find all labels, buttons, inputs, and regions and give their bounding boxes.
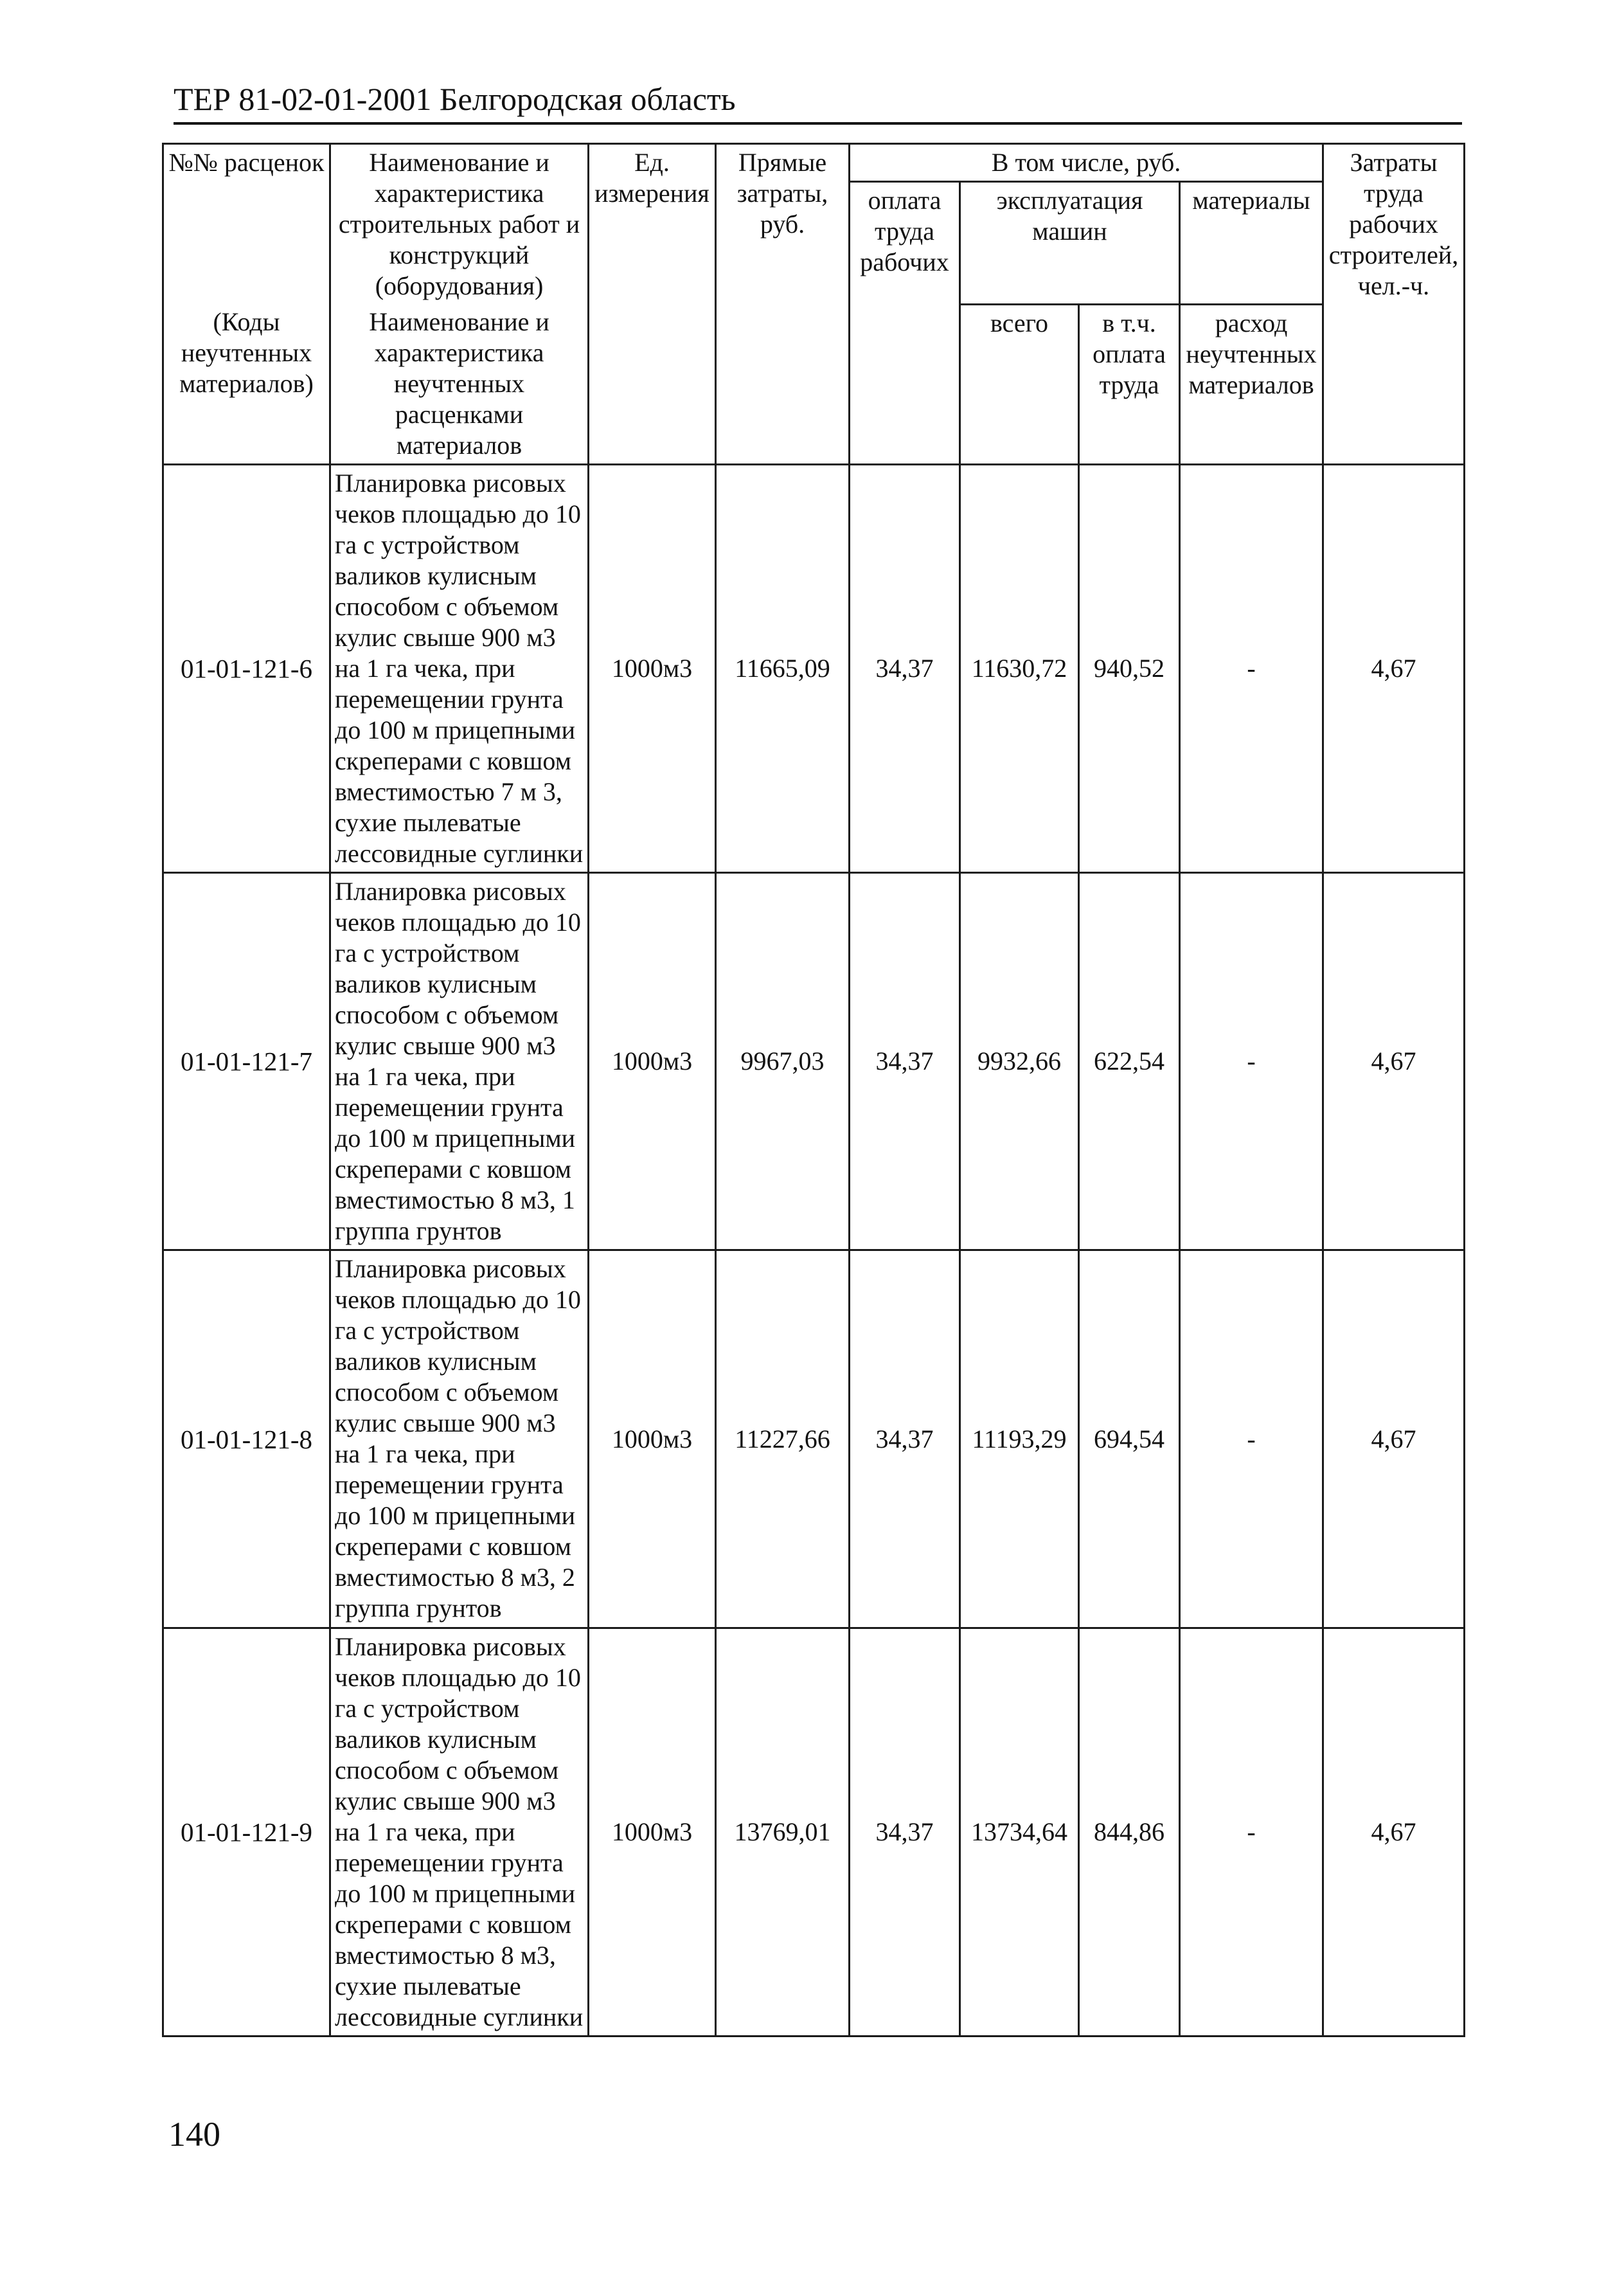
- labor-costs: 4,67: [1323, 465, 1465, 873]
- work-description: Планировка рисовых чеков площадью до 10 га с устройством валиков кулисным способом с объемом кулис свыше 900 м3 на 1 га чека, при перемещении грунта до 100 м прицепными скреперами с ковшом вместимостью 8 м3, 1 группа грунтов: [330, 873, 589, 1250]
- header-name-materials: Наименование и характеристика неучтенных расценками материалов: [330, 304, 589, 465]
- labor-pay: 34,37: [850, 1250, 960, 1628]
- header-machines-labor: в т.ч. оплата труда: [1079, 304, 1180, 465]
- page-number: 140: [168, 2115, 220, 2154]
- machines-total: 9932,66: [960, 873, 1079, 1250]
- rate-code: 01-01-121-8: [163, 1250, 330, 1628]
- header-direct-costs: Прямые затраты, руб.: [716, 144, 850, 465]
- labor-costs: 4,67: [1323, 873, 1465, 1250]
- rate-code: 01-01-121-6: [163, 465, 330, 873]
- labor-pay: 34,37: [850, 873, 960, 1250]
- table-row: [163, 1250, 1465, 1628]
- rates-table: [162, 143, 1465, 2037]
- unit: 1000м3: [589, 1250, 716, 1628]
- header-labor-pay: оплата труда рабочих: [850, 182, 960, 465]
- machines-total: 13734,64: [960, 1628, 1079, 2037]
- header-machines: эксплуатация машин: [960, 182, 1180, 305]
- labor-pay: 34,37: [850, 465, 960, 873]
- direct-costs: 13769,01: [716, 1628, 850, 2037]
- labor-pay: 34,37: [850, 1628, 960, 2037]
- header-code-materials: (Коды неучтенных материалов): [163, 304, 330, 465]
- machines-total: 11630,72: [960, 465, 1079, 873]
- header-name: Наименование и характеристика строительных работ и конструкций (оборудования): [330, 144, 589, 305]
- rate-code: 01-01-121-7: [163, 873, 330, 1250]
- direct-costs: 11665,09: [716, 465, 850, 873]
- unit: 1000м3: [589, 873, 716, 1250]
- header-labor-costs: Затраты труда рабочих строителей, чел.-ч.: [1323, 144, 1465, 465]
- materials: -: [1180, 465, 1323, 873]
- machines-labor: 844,86: [1079, 1628, 1180, 2037]
- table-row: [163, 873, 1465, 1250]
- materials: -: [1180, 873, 1323, 1250]
- page-header: [174, 76, 1462, 125]
- machines-labor: 694,54: [1079, 1250, 1180, 1628]
- work-description: Планировка рисовых чеков площадью до 10 га с устройством валиков кулисным способом с объемом кулис свыше 900 м3 на 1 га чека, при перемещении грунта до 100 м прицепными скреперами с ковшом вместимостью 7 м 3, сухие пылеватые лессовидные суглинки: [330, 465, 589, 873]
- work-description: Планировка рисовых чеков площадью до 10 га с устройством валиков кулисным способом с объемом кулис свыше 900 м3 на 1 га чека, при перемещении грунта до 100 м прицепными скреперами с ковшом вместимостью 8 м3, 2 группа грунтов: [330, 1250, 589, 1628]
- direct-costs: 11227,66: [716, 1250, 850, 1628]
- header-code: №№ расценок: [163, 144, 330, 305]
- header-machines-total: всего: [960, 304, 1079, 465]
- header-unit: Ед. измерения: [589, 144, 716, 465]
- materials: -: [1180, 1250, 1323, 1628]
- labor-costs: 4,67: [1323, 1250, 1465, 1628]
- rate-code: 01-01-121-9: [163, 1628, 330, 2037]
- header-materials-consumption: расход неучтенных материалов: [1180, 304, 1323, 465]
- table-row: [163, 465, 1465, 873]
- table-row: [163, 1628, 1465, 2037]
- machines-total: 11193,29: [960, 1250, 1079, 1628]
- unit: 1000м3: [589, 465, 716, 873]
- machines-labor: 622,54: [1079, 873, 1180, 1250]
- header-materials: материалы: [1180, 182, 1323, 305]
- labor-costs: 4,67: [1323, 1628, 1465, 2037]
- machines-labor: 940,52: [1079, 465, 1180, 873]
- materials: -: [1180, 1628, 1323, 2037]
- header-including: В том числе, руб.: [850, 144, 1323, 182]
- unit: 1000м3: [589, 1628, 716, 2037]
- direct-costs: 9967,03: [716, 873, 850, 1250]
- document-title: ТЕР 81-02-01-2001 Белгородская область: [174, 81, 736, 117]
- work-description: Планировка рисовых чеков площадью до 10 га с устройством валиков кулисным способом с объемом кулис свыше 900 м3 на 1 га чека, при перемещении грунта до 100 м прицепными скреперами с ковшом вместимостью 8 м3, сухие пылеватые лессовидные суглинки: [330, 1628, 589, 2037]
